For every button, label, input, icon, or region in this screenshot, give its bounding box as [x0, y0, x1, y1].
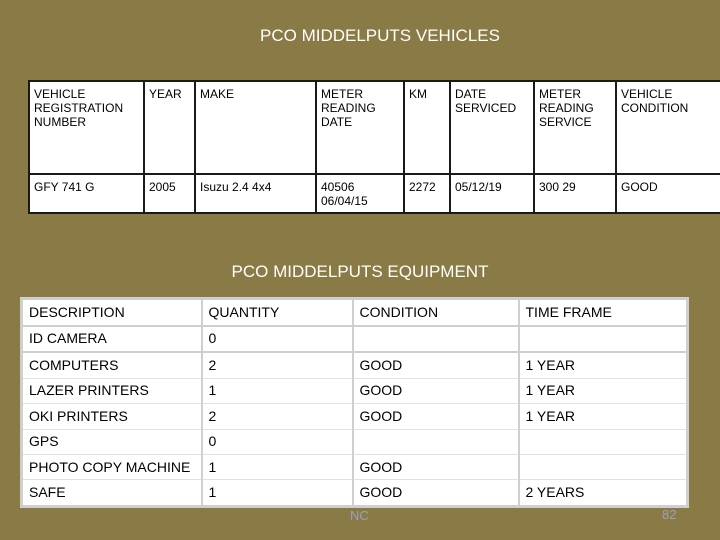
table-cell: GOOD [353, 352, 519, 378]
table-cell: GOOD [353, 378, 519, 403]
table-cell: 05/12/19 [450, 174, 534, 213]
table-row [22, 352, 688, 378]
table-cell: SAFE [22, 480, 202, 507]
equipment-table [20, 297, 689, 508]
header-cell: METER READING SERVICE [534, 81, 616, 174]
vehicles-table [28, 80, 720, 214]
table-cell: GOOD [353, 454, 519, 479]
table-cell: 1 [202, 454, 353, 479]
vehicles-title: PCO MIDDELPUTS VEHICLES [260, 26, 500, 45]
header-cell: MAKE [195, 81, 316, 174]
header-cell: DESCRIPTION [22, 299, 202, 326]
table-cell: 1 YEAR [519, 404, 688, 429]
equipment-title: PCO MIDDELPUTS EQUIPMENT [231, 262, 489, 281]
header-cell: TIME FRAME [519, 299, 688, 326]
table-cell: 2 YEARS [519, 480, 688, 507]
header-cell: VEHICLE CONDITION [616, 81, 720, 174]
header-cell: METER READING DATE [316, 81, 404, 174]
table-cell: 40506 06/04/15 [316, 174, 404, 213]
table-cell: 1 YEAR [519, 352, 688, 378]
table-cell: 2272 [404, 174, 450, 213]
table-cell: 2 [202, 352, 353, 378]
table-cell [353, 326, 519, 353]
table-cell [519, 429, 688, 454]
table-row [22, 404, 688, 429]
table-cell: PHOTO COPY MACHINE [22, 454, 202, 479]
table-cell: 1 [202, 480, 353, 507]
table-cell: COMPUTERS [22, 352, 202, 378]
header-cell: DATE SERVICED [450, 81, 534, 174]
table-cell: 2 [202, 404, 353, 429]
header-cell: VEHICLE REGISTRATION NUMBER [29, 81, 144, 174]
table-row [22, 378, 688, 403]
table-cell: 300 29 [534, 174, 616, 213]
header-cell: KM [404, 81, 450, 174]
table-cell [353, 429, 519, 454]
table-header-row [22, 299, 688, 326]
table-cell: 1 [202, 378, 353, 403]
table-row [22, 326, 688, 353]
header-cell: YEAR [144, 81, 195, 174]
table-cell: GOOD [353, 480, 519, 507]
table-cell: 2005 [144, 174, 195, 213]
table-cell: GPS [22, 429, 202, 454]
table-cell: 0 [202, 326, 353, 353]
table-cell: LAZER PRINTERS [22, 378, 202, 403]
table-cell: ID CAMERA [22, 326, 202, 353]
table-cell: OKI PRINTERS [22, 404, 202, 429]
table-cell: Isuzu 2.4 4x4 [195, 174, 316, 213]
footer-initials: NC [350, 508, 369, 523]
table-cell: 1 YEAR [519, 378, 688, 403]
table-row [22, 454, 688, 479]
header-cell: QUANTITY [202, 299, 353, 326]
header-cell: CONDITION [353, 299, 519, 326]
table-row [29, 174, 720, 213]
table-cell: GFY 741 G [29, 174, 144, 213]
table-cell: 0 [202, 429, 353, 454]
table-cell [519, 454, 688, 479]
table-cell: GOOD [616, 174, 720, 213]
page-number: 82 [662, 507, 677, 522]
table-row [22, 429, 688, 454]
table-header-row [29, 81, 720, 174]
table-cell [519, 326, 688, 353]
table-cell: GOOD [353, 404, 519, 429]
table-row [22, 480, 688, 507]
